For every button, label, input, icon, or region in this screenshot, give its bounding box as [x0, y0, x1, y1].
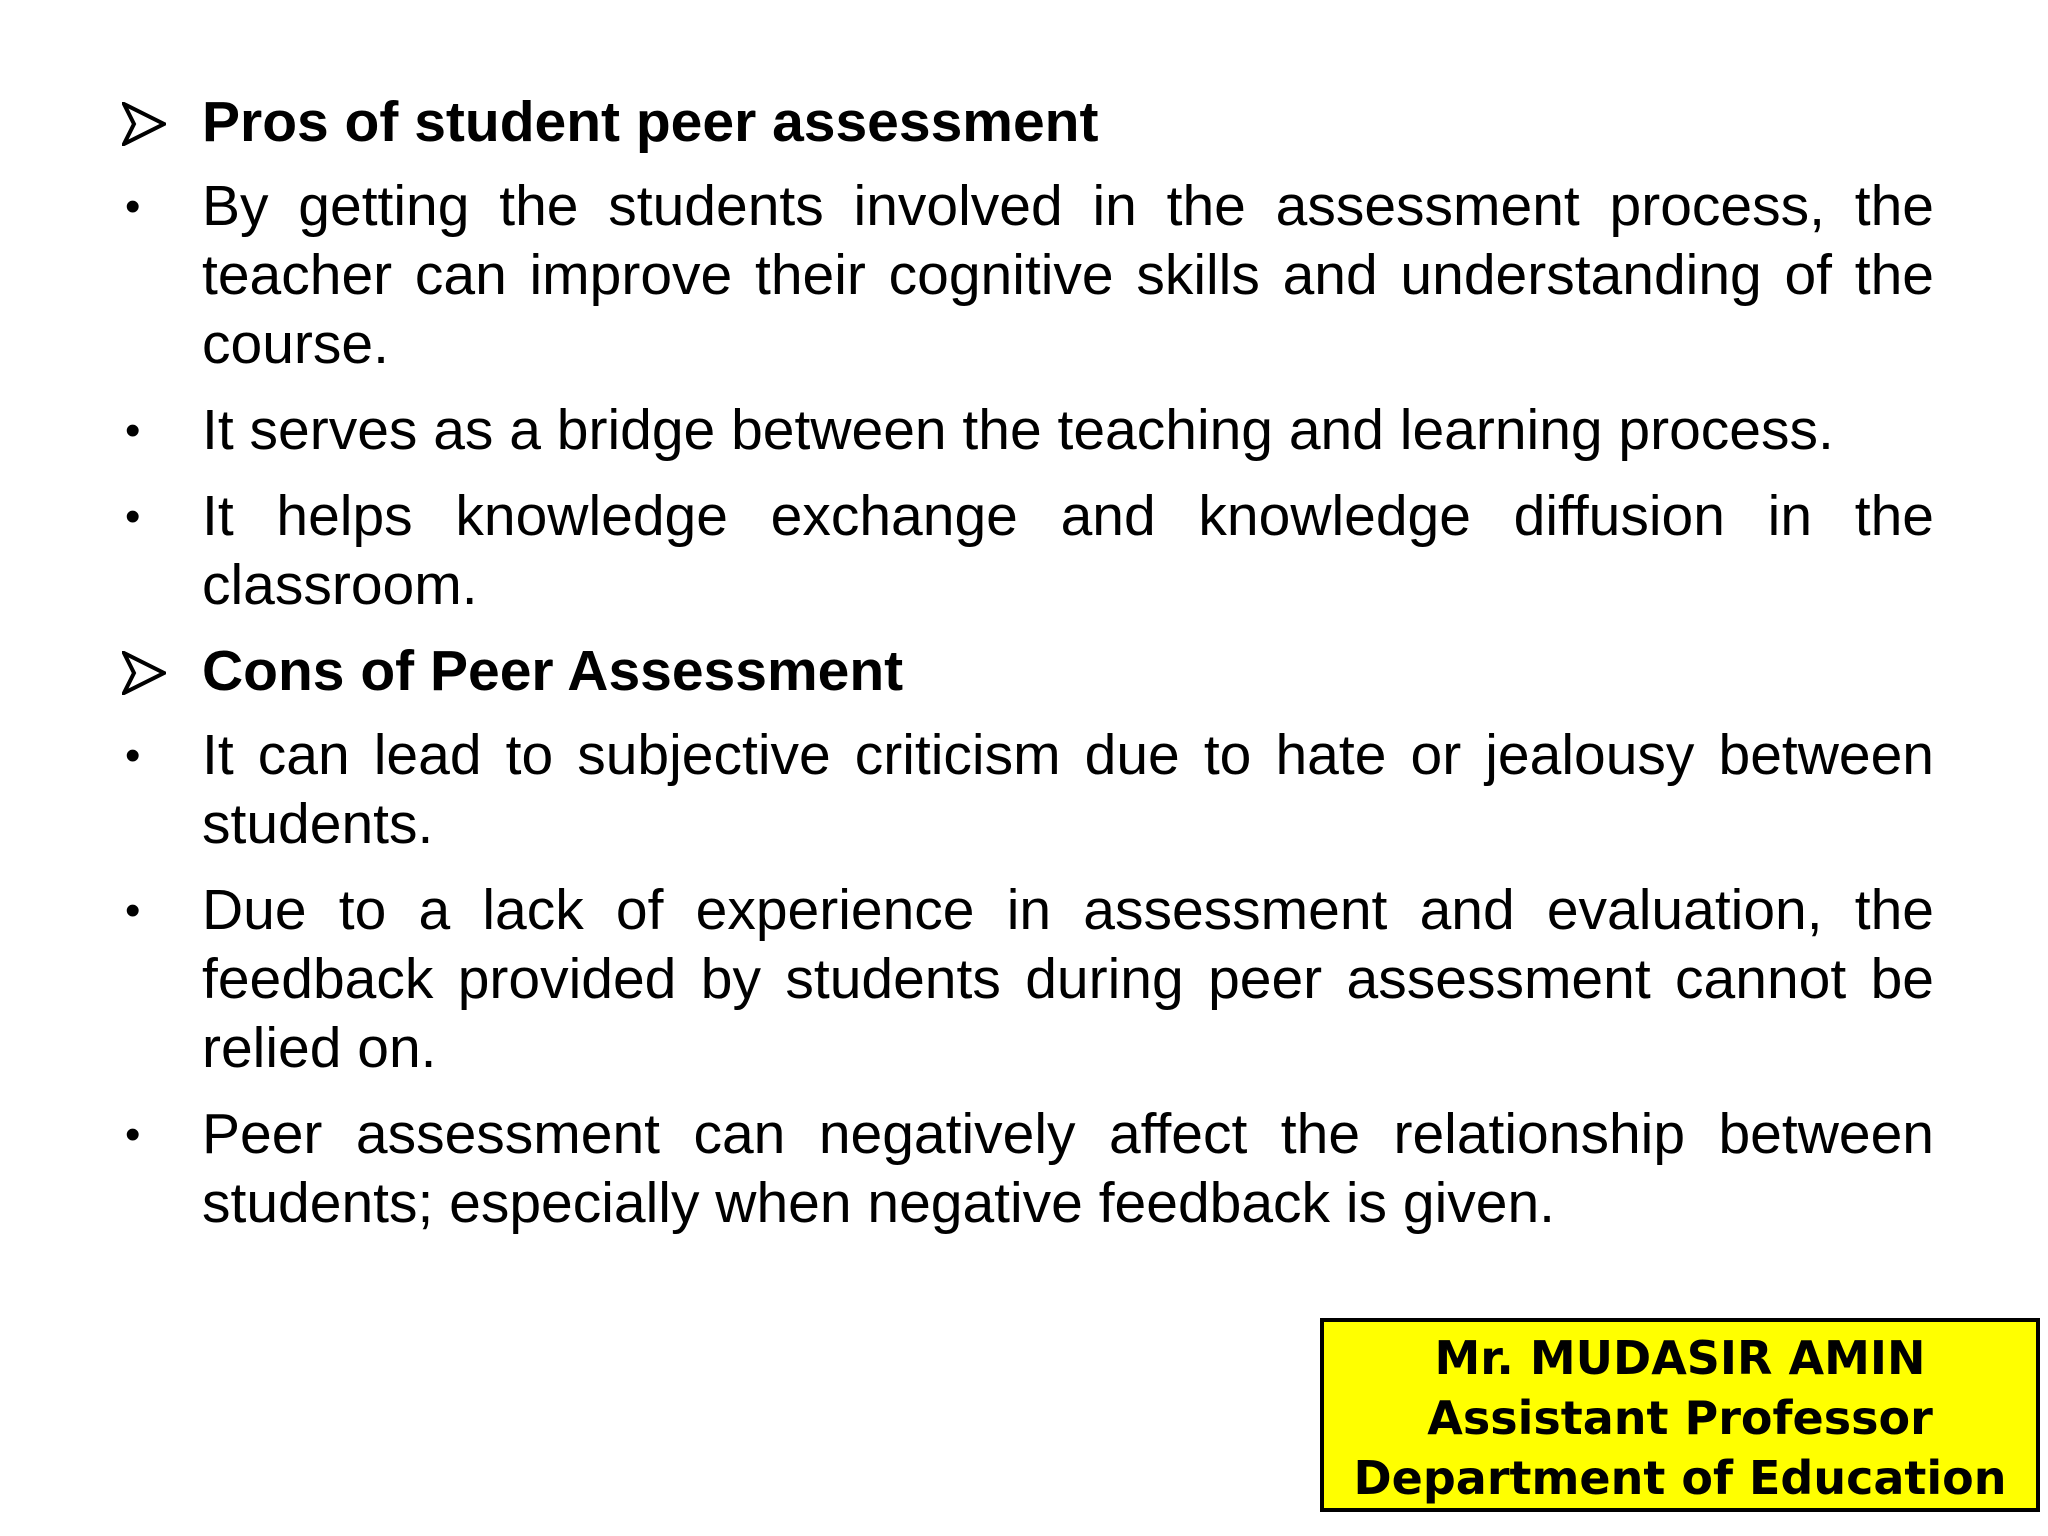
pros-item [122, 482, 1934, 620]
pros-item [122, 396, 1934, 465]
cons-item-text: Peer assessment can negatively affect the relationship between students; especially when negative feedback is given. [202, 1102, 1934, 1235]
pros-item-text: It helps knowledge exchange and knowledge diffusion in the classroom. [202, 484, 1934, 617]
author-title: Assistant Professor [1427, 1391, 1933, 1445]
round-bullet-icon: • [125, 492, 141, 541]
author-name-box [1320, 1318, 2040, 1512]
cons-item [122, 1100, 1934, 1238]
arrow-bullet-icon [122, 637, 182, 695]
cons-item [122, 721, 1934, 859]
cons-item-text: Due to a lack of experience in assessment and evaluation, the feedback provided by students during peer assessment cannot be relied on. [202, 878, 1934, 1080]
pros-item-text: By getting the students involved in the assessment process, the teacher can improve their cognitive skills and understanding of the course. [202, 174, 1934, 376]
arrow-bullet-icon [122, 88, 182, 146]
cons-item [122, 876, 1934, 1083]
cons-item-text: It can lead to subjective criticism due to hate or jealousy between students. [202, 723, 1934, 856]
author-name: Mr. MUDASIR AMIN [1434, 1331, 1926, 1385]
round-bullet-icon: • [125, 1110, 141, 1159]
author-department: Department of Education [1353, 1451, 2007, 1505]
round-bullet-icon: • [125, 182, 141, 231]
pros-heading-text: Pros of student peer assessment [202, 90, 1099, 154]
cons-heading-text: Cons of Peer Assessment [202, 639, 904, 703]
round-bullet-icon: • [125, 731, 141, 780]
round-bullet-icon: • [125, 886, 141, 935]
slide-content [122, 88, 1934, 1255]
pros-heading [122, 88, 1934, 157]
round-bullet-icon: • [125, 406, 141, 455]
cons-heading [122, 637, 1934, 706]
pros-item-text: It serves as a bridge between the teaching and learning process. [202, 398, 1834, 462]
pros-item [122, 172, 1934, 379]
